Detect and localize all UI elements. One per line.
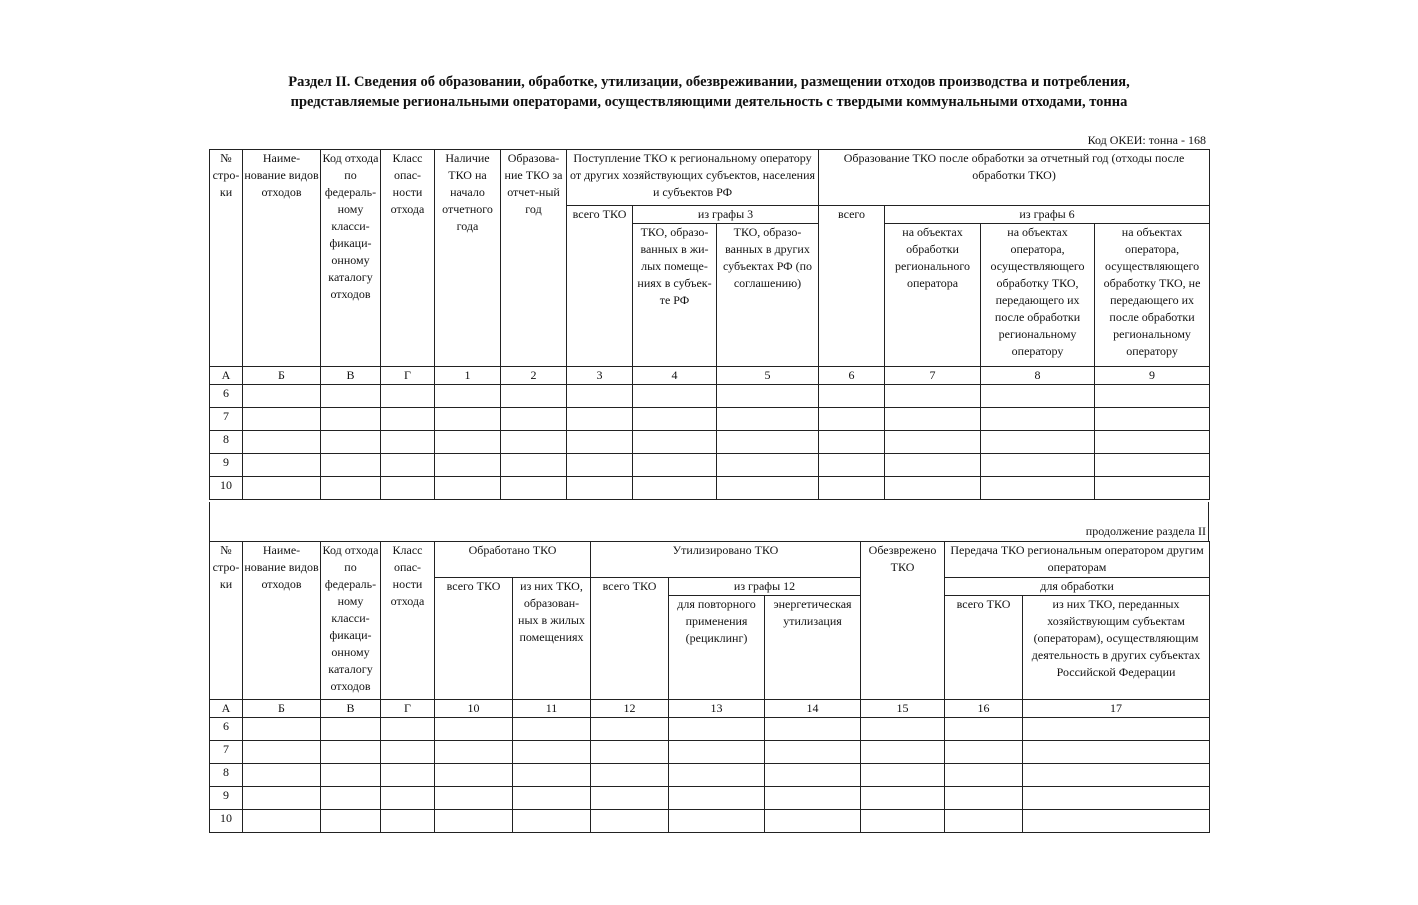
data-cell[interactable] bbox=[513, 810, 591, 833]
data-cell[interactable] bbox=[819, 454, 885, 477]
data-cell[interactable] bbox=[435, 431, 501, 454]
col-num: 16 bbox=[945, 700, 1023, 718]
col-num: 5 bbox=[717, 367, 819, 385]
table-row bbox=[210, 477, 1210, 500]
continuation-label: продолжение раздела II bbox=[1085, 524, 1206, 538]
data-cell[interactable] bbox=[435, 385, 501, 408]
col-num: В bbox=[321, 700, 381, 718]
data-cell[interactable] bbox=[885, 431, 981, 454]
table-row bbox=[210, 810, 1210, 833]
header-transfer: Передача ТКО региональным оператором другим операторам bbox=[945, 542, 1210, 578]
data-cell[interactable] bbox=[435, 477, 501, 500]
header-transfer-other-subjects: из них ТКО, переданных хозяйствующим субъектам (операторам), осуществляющим деятельность в других субъектах Российской Федерации bbox=[1023, 596, 1210, 700]
data-cell[interactable] bbox=[243, 431, 321, 454]
data-cell[interactable] bbox=[381, 741, 435, 764]
data-cell[interactable] bbox=[381, 787, 435, 810]
data-cell[interactable] bbox=[381, 810, 435, 833]
data-cell[interactable] bbox=[321, 741, 381, 764]
data-cell[interactable] bbox=[765, 810, 861, 833]
col-num: 3 bbox=[567, 367, 633, 385]
data-cell[interactable] bbox=[321, 477, 381, 500]
data-cell[interactable] bbox=[381, 477, 435, 500]
data-cell[interactable] bbox=[567, 385, 633, 408]
col-num: Б bbox=[243, 700, 321, 718]
data-cell[interactable] bbox=[381, 718, 435, 741]
col-num: Г bbox=[381, 700, 435, 718]
header-of-col6: из графы 6 bbox=[885, 206, 1210, 224]
section-table-part1 bbox=[209, 149, 1210, 500]
header-processed-living: из них ТКО, образован-ных в жилых помещениях bbox=[513, 578, 591, 700]
header-waste-name: Наиме-нование видов отходов bbox=[243, 542, 321, 700]
data-cell[interactable] bbox=[243, 741, 321, 764]
section-table-part2 bbox=[209, 541, 1210, 833]
header-waste-name: Наиме-нование видов отходов bbox=[243, 150, 321, 367]
data-cell[interactable] bbox=[861, 741, 945, 764]
data-cell[interactable] bbox=[501, 454, 567, 477]
col-num: 14 bbox=[765, 700, 861, 718]
header-received: Поступление ТКО к региональному оператору от других хозяйствующих субъектов, населения и субъектов РФ bbox=[567, 150, 819, 206]
section-title-line2: представляемые региональными операторами, осуществляющими деятельность с твердыми коммунальными отходами, тонна bbox=[290, 94, 1128, 110]
col-num: 4 bbox=[633, 367, 717, 385]
row-number: 10 bbox=[210, 810, 243, 833]
data-cell[interactable] bbox=[765, 764, 861, 787]
col-num: 6 bbox=[819, 367, 885, 385]
col-num: 13 bbox=[669, 700, 765, 718]
header-operator-passing: на объектах оператора, осуществляющего обработку ТКО, передающего их после обработки региональному оператору bbox=[981, 224, 1095, 367]
data-cell[interactable] bbox=[1095, 454, 1210, 477]
header-waste-code: Код отхода по федераль-ному класси-фикаци-онному каталогу отходов bbox=[321, 150, 381, 367]
col-num: 9 bbox=[1095, 367, 1210, 385]
data-cell[interactable] bbox=[981, 454, 1095, 477]
data-cell[interactable] bbox=[243, 477, 321, 500]
data-cell[interactable] bbox=[945, 787, 1023, 810]
header-utilized-total: всего ТКО bbox=[591, 578, 669, 700]
data-cell[interactable] bbox=[435, 408, 501, 431]
col-num: А bbox=[210, 700, 243, 718]
table-row bbox=[210, 741, 1210, 764]
data-cell[interactable] bbox=[435, 810, 513, 833]
header-after-processing: Образование ТКО после обработки за отчетный год (отходы после обработки ТКО) bbox=[819, 150, 1210, 206]
col-num: 1 bbox=[435, 367, 501, 385]
data-cell[interactable] bbox=[243, 787, 321, 810]
data-cell[interactable] bbox=[591, 810, 669, 833]
col-num: Г bbox=[381, 367, 435, 385]
row-number: 8 bbox=[210, 431, 243, 454]
data-cell[interactable] bbox=[567, 454, 633, 477]
data-cell[interactable] bbox=[321, 718, 381, 741]
data-cell[interactable] bbox=[243, 718, 321, 741]
header-energy-utilization: энергетическая утилизация bbox=[765, 596, 861, 700]
row-number: 8 bbox=[210, 764, 243, 787]
header-waste-code: Код отхода по федераль-ному класси-фикаци-онному каталогу отходов bbox=[321, 542, 381, 700]
row-number: 7 bbox=[210, 741, 243, 764]
data-cell[interactable] bbox=[321, 810, 381, 833]
data-cell[interactable] bbox=[435, 787, 513, 810]
okei-code: Код ОКЕИ: тонна - 168 bbox=[1087, 133, 1206, 147]
data-cell[interactable] bbox=[513, 741, 591, 764]
data-cell[interactable] bbox=[513, 787, 591, 810]
header-living-premises: ТКО, образо-ванных в жи-лых помеще-ниях в субъек-те РФ bbox=[633, 224, 717, 367]
col-num: 2 bbox=[501, 367, 567, 385]
row-number: 7 bbox=[210, 408, 243, 431]
data-cell[interactable] bbox=[945, 810, 1023, 833]
table-row bbox=[210, 787, 1210, 810]
data-cell[interactable] bbox=[381, 454, 435, 477]
data-cell[interactable] bbox=[669, 810, 765, 833]
header-row-number: № стро-ки bbox=[210, 150, 243, 367]
data-cell[interactable] bbox=[501, 477, 567, 500]
data-cell[interactable] bbox=[591, 718, 669, 741]
data-cell[interactable] bbox=[717, 477, 819, 500]
data-cell[interactable] bbox=[633, 477, 717, 500]
data-cell[interactable] bbox=[669, 741, 765, 764]
data-cell[interactable] bbox=[885, 385, 981, 408]
col-num: Б bbox=[243, 367, 321, 385]
data-cell[interactable] bbox=[1023, 787, 1210, 810]
col-num: 11 bbox=[513, 700, 591, 718]
col-num: 7 bbox=[885, 367, 981, 385]
table-row bbox=[210, 431, 1210, 454]
data-cell[interactable] bbox=[633, 385, 717, 408]
col-num: 8 bbox=[981, 367, 1095, 385]
data-cell[interactable] bbox=[567, 431, 633, 454]
table-row bbox=[210, 718, 1210, 741]
data-cell[interactable] bbox=[945, 764, 1023, 787]
data-cell[interactable] bbox=[381, 408, 435, 431]
data-cell[interactable] bbox=[945, 718, 1023, 741]
data-cell[interactable] bbox=[1095, 385, 1210, 408]
header-processed-total: всего ТКО bbox=[435, 578, 513, 700]
header-other-rf-subjects: ТКО, образо-ванных в других субъектах РФ (по соглашению) bbox=[717, 224, 819, 367]
data-cell[interactable] bbox=[819, 385, 885, 408]
data-cell[interactable] bbox=[885, 477, 981, 500]
data-cell[interactable] bbox=[885, 408, 981, 431]
data-cell[interactable] bbox=[243, 810, 321, 833]
header-processed: Обработано ТКО bbox=[435, 542, 591, 578]
data-cell[interactable] bbox=[1023, 810, 1210, 833]
data-cell[interactable] bbox=[669, 787, 765, 810]
data-cell[interactable] bbox=[1023, 741, 1210, 764]
data-cell[interactable] bbox=[321, 787, 381, 810]
row-number: 9 bbox=[210, 787, 243, 810]
data-cell[interactable] bbox=[819, 431, 885, 454]
data-cell[interactable] bbox=[633, 454, 717, 477]
header-of-col12: из графы 12 bbox=[669, 578, 861, 596]
data-cell[interactable] bbox=[669, 718, 765, 741]
data-cell[interactable] bbox=[321, 385, 381, 408]
data-cell[interactable] bbox=[981, 431, 1095, 454]
data-cell[interactable] bbox=[945, 741, 1023, 764]
header-row-number: № стро-ки bbox=[210, 542, 243, 700]
col-num: В bbox=[321, 367, 381, 385]
data-cell[interactable] bbox=[861, 810, 945, 833]
data-cell[interactable] bbox=[321, 454, 381, 477]
data-cell[interactable] bbox=[321, 431, 381, 454]
data-cell[interactable] bbox=[633, 431, 717, 454]
row-number: 6 bbox=[210, 718, 243, 741]
data-cell[interactable] bbox=[861, 787, 945, 810]
data-cell[interactable] bbox=[765, 741, 861, 764]
data-cell[interactable] bbox=[981, 385, 1095, 408]
col-num: 15 bbox=[861, 700, 945, 718]
data-cell[interactable] bbox=[885, 454, 981, 477]
header-regional-operator-facilities: на объектах обработки регионального оператора bbox=[885, 224, 981, 367]
data-cell[interactable] bbox=[1023, 718, 1210, 741]
data-cell[interactable] bbox=[591, 741, 669, 764]
column-number-row bbox=[210, 367, 1210, 385]
data-cell[interactable] bbox=[861, 718, 945, 741]
data-cell[interactable] bbox=[381, 385, 435, 408]
row-number: 10 bbox=[210, 477, 243, 500]
data-cell[interactable] bbox=[435, 718, 513, 741]
data-cell[interactable] bbox=[717, 431, 819, 454]
data-cell[interactable] bbox=[717, 454, 819, 477]
data-cell[interactable] bbox=[765, 718, 861, 741]
header-neutralized: Обезврежено ТКО bbox=[861, 542, 945, 700]
header-of-col3: из графы 3 bbox=[633, 206, 819, 224]
data-cell[interactable] bbox=[819, 408, 885, 431]
data-cell[interactable] bbox=[981, 477, 1095, 500]
data-cell[interactable] bbox=[1095, 408, 1210, 431]
data-cell[interactable] bbox=[717, 385, 819, 408]
data-cell[interactable] bbox=[501, 408, 567, 431]
data-cell[interactable] bbox=[591, 764, 669, 787]
data-cell[interactable] bbox=[243, 385, 321, 408]
data-cell[interactable] bbox=[513, 718, 591, 741]
header-recycling: для повторного применения (рециклинг) bbox=[669, 596, 765, 700]
header-formed: Образова-ние ТКО за отчет-ный год bbox=[501, 150, 567, 367]
col-num: 10 bbox=[435, 700, 513, 718]
data-cell[interactable] bbox=[819, 477, 885, 500]
header-hazard-class: Класс опас-ности отхода bbox=[381, 542, 435, 700]
header-for-processing: для обработки bbox=[945, 578, 1210, 596]
data-cell[interactable] bbox=[321, 764, 381, 787]
data-cell[interactable] bbox=[321, 408, 381, 431]
row-number: 9 bbox=[210, 454, 243, 477]
data-cell[interactable] bbox=[435, 741, 513, 764]
data-cell[interactable] bbox=[1095, 477, 1210, 500]
data-cell[interactable] bbox=[633, 408, 717, 431]
col-num: 12 bbox=[591, 700, 669, 718]
header-hazard-class: Класс опас-ности отхода bbox=[381, 150, 435, 367]
data-cell[interactable] bbox=[435, 454, 501, 477]
table-side-border-left bbox=[209, 502, 210, 541]
row-number: 6 bbox=[210, 385, 243, 408]
table-row bbox=[210, 385, 1210, 408]
data-cell[interactable] bbox=[513, 764, 591, 787]
header-operator-not-passing: на объектах оператора, осуществляющего обработку ТКО, не передающего их после обработки региональному оператору bbox=[1095, 224, 1210, 367]
table-row bbox=[210, 764, 1210, 787]
data-cell[interactable] bbox=[243, 408, 321, 431]
data-cell[interactable] bbox=[567, 408, 633, 431]
data-cell[interactable] bbox=[501, 385, 567, 408]
data-cell[interactable] bbox=[1023, 764, 1210, 787]
column-number-row bbox=[210, 700, 1210, 718]
header-received-total: всего ТКО bbox=[567, 206, 633, 367]
header-transfer-total: всего ТКО bbox=[945, 596, 1023, 700]
data-cell[interactable] bbox=[669, 764, 765, 787]
section-title-line1: Раздел II. Сведения об образовании, обработке, утилизации, обезвреживании, размещении отходов производства и потребления, bbox=[288, 74, 1130, 90]
table-row bbox=[210, 454, 1210, 477]
header-utilized: Утилизировано ТКО bbox=[591, 542, 861, 578]
data-cell[interactable] bbox=[243, 764, 321, 787]
data-cell[interactable] bbox=[1095, 431, 1210, 454]
data-cell[interactable] bbox=[243, 454, 321, 477]
table-side-border-right bbox=[1208, 502, 1209, 541]
data-cell[interactable] bbox=[981, 408, 1095, 431]
data-cell[interactable] bbox=[435, 764, 513, 787]
data-cell[interactable] bbox=[765, 787, 861, 810]
data-cell[interactable] bbox=[567, 477, 633, 500]
header-start-of-year: Наличие ТКО на начало отчетного года bbox=[435, 150, 501, 367]
data-cell[interactable] bbox=[591, 787, 669, 810]
col-num: 17 bbox=[1023, 700, 1210, 718]
col-num: А bbox=[210, 367, 243, 385]
data-cell[interactable] bbox=[717, 408, 819, 431]
data-cell[interactable] bbox=[381, 764, 435, 787]
section-title bbox=[120, 72, 1298, 112]
header-after-total: всего bbox=[819, 206, 885, 367]
data-cell[interactable] bbox=[501, 431, 567, 454]
data-cell[interactable] bbox=[861, 764, 945, 787]
table-row bbox=[210, 408, 1210, 431]
data-cell[interactable] bbox=[381, 431, 435, 454]
